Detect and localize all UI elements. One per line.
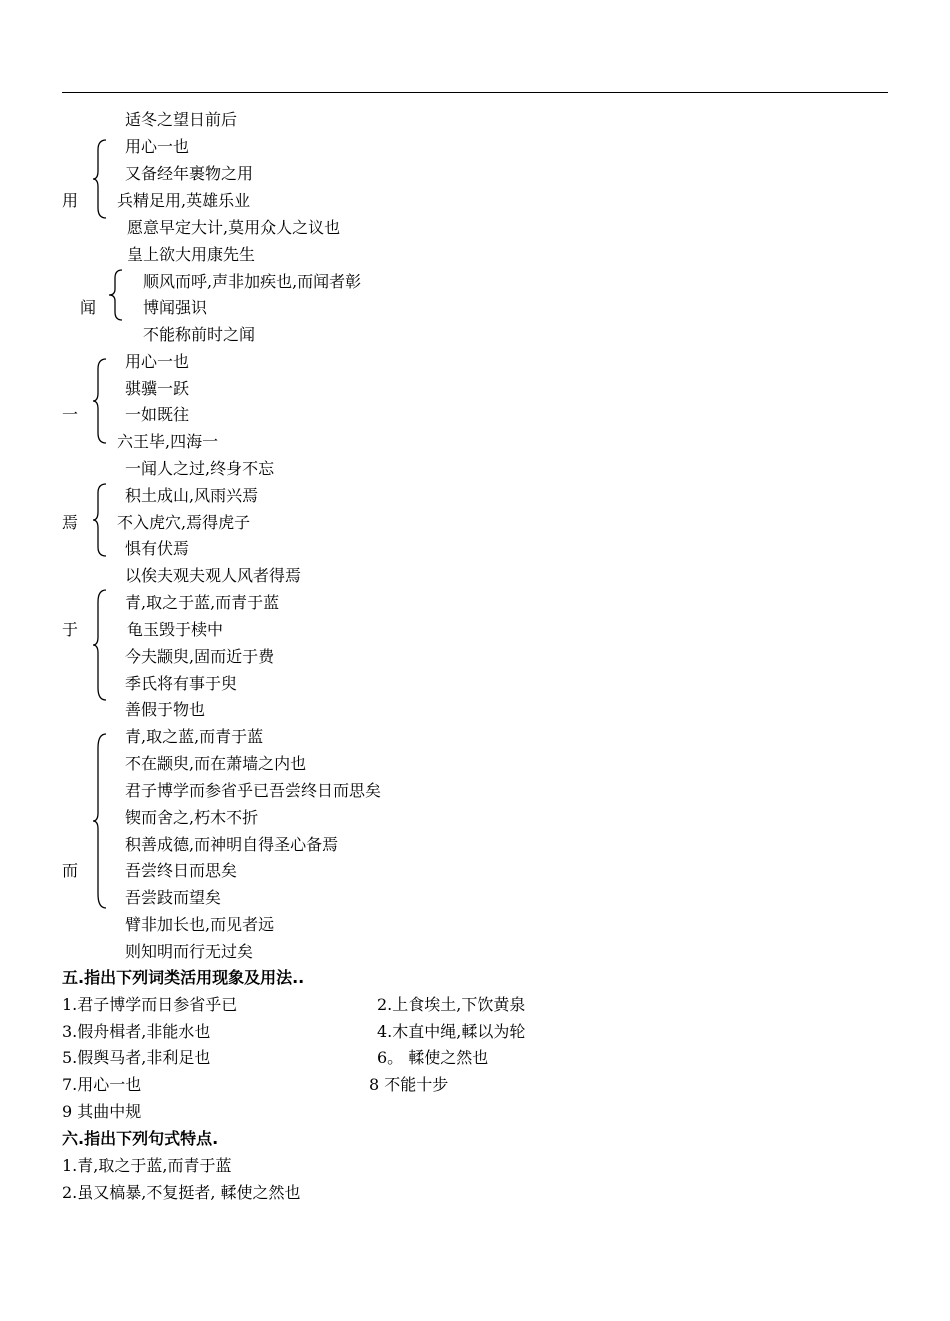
exercise-item: 6。 輮使之然也 [377,1048,489,1067]
brace-icon [90,588,112,702]
group-key: 于 [62,620,79,639]
brace-icon [90,732,112,910]
line-text: 则知明而行无过矣 [125,942,254,961]
line-text: 愿意早定大计,莫用众人之议也 [127,218,341,237]
brace-icon [90,357,112,445]
line-text: 今夫颛臾,固而近于费 [125,647,275,666]
line-text: 用心一也 [125,137,190,156]
line-text: 不入虎穴,焉得虎子 [117,513,251,532]
line-text: 惧有伏焉 [125,539,190,558]
group-key: 一 [62,405,79,424]
group-key: 用 [62,191,79,210]
line-text: 吾尝终日而思矣 [125,861,238,880]
line-text: 不在颛臾,而在萧墙之内也 [125,754,307,773]
exercise-item: 1.君子博学而日参省乎已 [62,995,238,1014]
exercise-item: 2.上食埃土,下饮黄泉 [377,995,526,1014]
line-text: 兵精足用,英雄乐业 [117,191,251,210]
line-text: 一闻人之过,终身不忘 [125,459,275,478]
line-text: 不能称前时之闻 [143,325,256,344]
section-heading: 五.指出下列词类活用现象及用法.. [62,968,305,987]
line-text: 臂非加长也,而见者远 [125,915,275,934]
line-text: 积土成山,风雨兴焉 [125,486,259,505]
brace-icon [106,268,128,322]
line-text: 六王毕,四海一 [117,432,219,451]
exercise-item: 4.木直中绳,輮以为轮 [377,1022,526,1041]
line-text: 以俟夫观夫观人风者得焉 [125,566,302,585]
line-text: 博闻强识 [143,298,208,317]
line-text: 皇上欲大用康先生 [127,245,256,264]
exercise-item: 5.假舆马者,非利足也 [62,1048,211,1067]
exercise-item: 2.虽又槁暴,不复挺者, 輮使之然也 [62,1183,301,1202]
brace-icon [90,138,112,220]
line-text: 君子博学而参省乎已吾尝终日而思矣 [125,781,382,800]
line-text: 骐骥一跃 [125,379,190,398]
exercise-item: 8 不能十步 [369,1075,449,1094]
line-text: 季氏将有事于臾 [125,674,238,693]
section-heading: 六.指出下列句式特点. [62,1129,219,1148]
line-text: 龟玉毁于椟中 [127,620,224,639]
line-text: 用心一也 [125,352,190,371]
line-text: 又备经年裹物之用 [125,164,254,183]
line-text: 一如既往 [125,405,190,424]
line-text: 青,取之于蓝,而青于蓝 [125,593,280,612]
line-text: 青,取之蓝,而青于蓝 [125,727,264,746]
group-key: 焉 [62,513,79,532]
exercise-item: 9 其曲中规 [62,1102,142,1121]
line-text: 善假于物也 [125,700,206,719]
exercise-item: 1.青,取之于蓝,而青于蓝 [62,1156,232,1175]
group-key: 而 [62,861,79,880]
line-text: 锲而舍之,朽木不折 [125,808,259,827]
line-text: 吾尝跂而望矣 [125,888,222,907]
line-text: 积善成德,而神明自得圣心备焉 [125,835,339,854]
exercise-item: 7.用心一也 [62,1075,142,1094]
group-key: 闻 [80,298,97,317]
line-text: 顺风而呼,声非加疾也,而闻者彰 [143,272,362,291]
exercise-item: 3.假舟楫者,非能水也 [62,1022,211,1041]
brace-icon [90,482,112,558]
line-text: 适冬之望日前后 [125,110,238,129]
header-rule [62,92,888,93]
